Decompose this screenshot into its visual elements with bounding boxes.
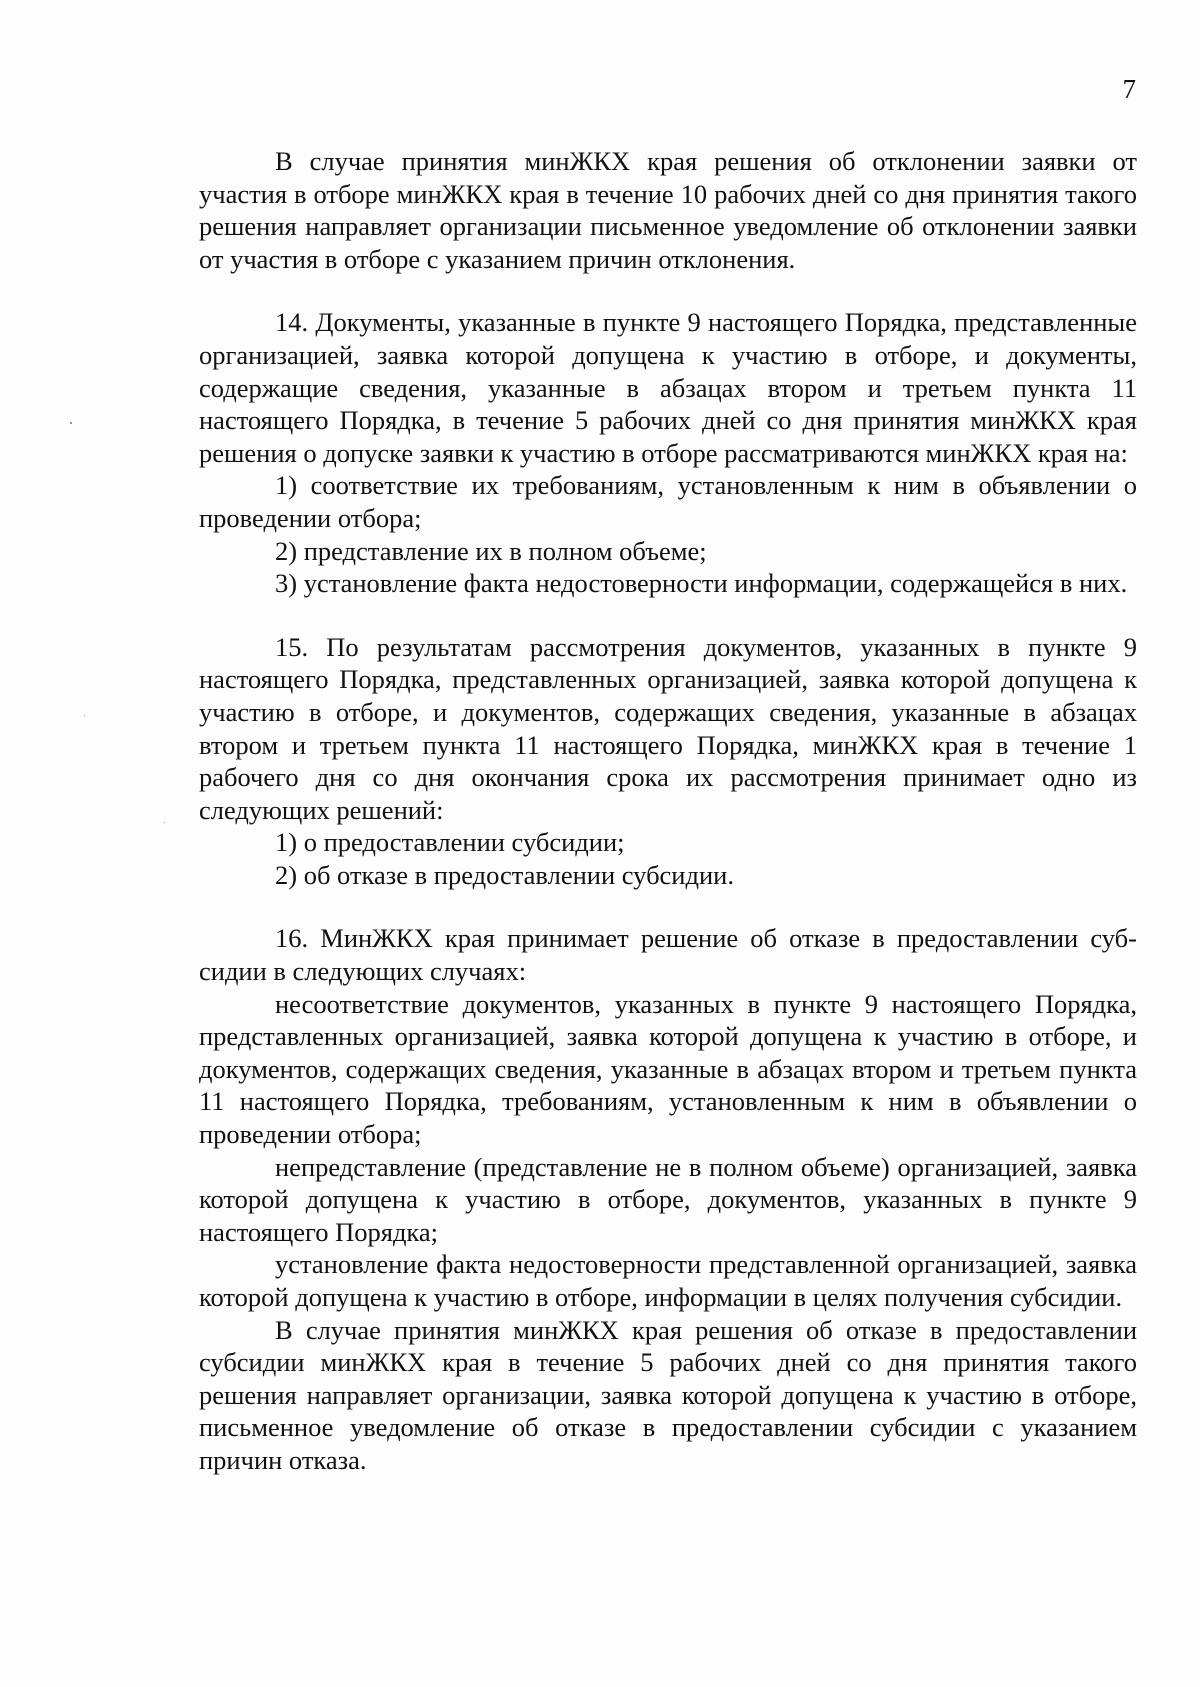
paragraph-refusal-notice: В случае принятия минЖКХ края решения об отказе в предоставлении субсидии минЖКХ края в течение 5 рабочих дней со дня принятия такого решения направляет организации, заявка которой допущена к участию в отборе, письменное уведомление об отказе в предоставлении субсидии с указанием причин отказа.	[199, 1314, 1137, 1475]
page-number: 7	[1122, 74, 1136, 104]
paragraph-14-item-1: 1) соответствие их требованиям, установленным к ним в объявлении о проведении отбора;	[199, 470, 1137, 533]
paragraph-15: 15. По результатам рассмотрения документов, указанных в пункте 9 настоящего Порядка, представленных организацией, заявка которой допущена к участию в отборе, и документов, содержащих сведения, указанные в абзацах втором и третьем пункта 11 настоящего Порядка, минЖКХ края в течение 1 рабочего дня со дня окончания срока их рассмотрения принимает одно из следующих решений:	[199, 631, 1137, 825]
paragraph-rejection-notice: В случае принятия минЖКХ края решения об отклонении заявки от участия в отборе минЖКХ края в течение 10 рабочих дней со дня принятия такого решения направляет организации письменное уведомление об отклонении заявки от участия в отборе с указанием причин отклонения.	[199, 146, 1137, 274]
paragraph-16-case-1: несоответствие документов, указанных в пункте 9 настоящего Порядка, представленных организацией, заявка которой допущена к участию в отборе, и документов, содержащих сведения, указанные в абзацах втором и третьем пункта 11 настоящего Порядка, требованиям, установленным к ним в объявлении о проведении отбора;	[199, 988, 1137, 1150]
paragraph-16-case-3: установление факта недостоверности представленной организацией, заявка которой допущена к участию в отборе, информации в целях получения субсидии.	[199, 1249, 1137, 1312]
scan-speck	[70, 422, 72, 424]
paragraph-15-item-2: 2) об отказе в предоставлении субсидии.	[275, 859, 734, 890]
paragraph-15-item-1: 1) о предоставлении субсидии;	[275, 827, 625, 858]
document-body	[199, 145, 1137, 1477]
paragraph-14-item-2: 2) представление их в полном объеме;	[275, 535, 707, 566]
scan-speck	[164, 822, 165, 823]
paragraph-14-item-3: 3) установление факта недостоверности информации, содержащейся в них.	[275, 568, 1128, 599]
paragraph-16: 16. МинЖКХ края принимает решение об отказе в предоставлении субсидии в следующих случаях:	[199, 923, 1137, 987]
paragraph-16-case-2: непредставление (представление не в полном объеме) организацией, заявка которой допущена к участию в отборе, документов, указанных в пункте 9 настоящего Порядка;	[199, 1151, 1137, 1247]
scan-speck	[84, 715, 85, 716]
paragraph-14: 14. Документы, указанные в пункте 9 настоящего Порядка, представленные организацией, заявка которой допущена к участию в отборе, и документы, содержащие сведения, указанные в абзацах втором и третьем пункта 11 настоящего Порядка, в течение 5 рабочих дней со дня принятия минЖКХ края решения о допуске заявки к участию в отборе рассматриваются минЖКХ края на:	[199, 307, 1137, 468]
